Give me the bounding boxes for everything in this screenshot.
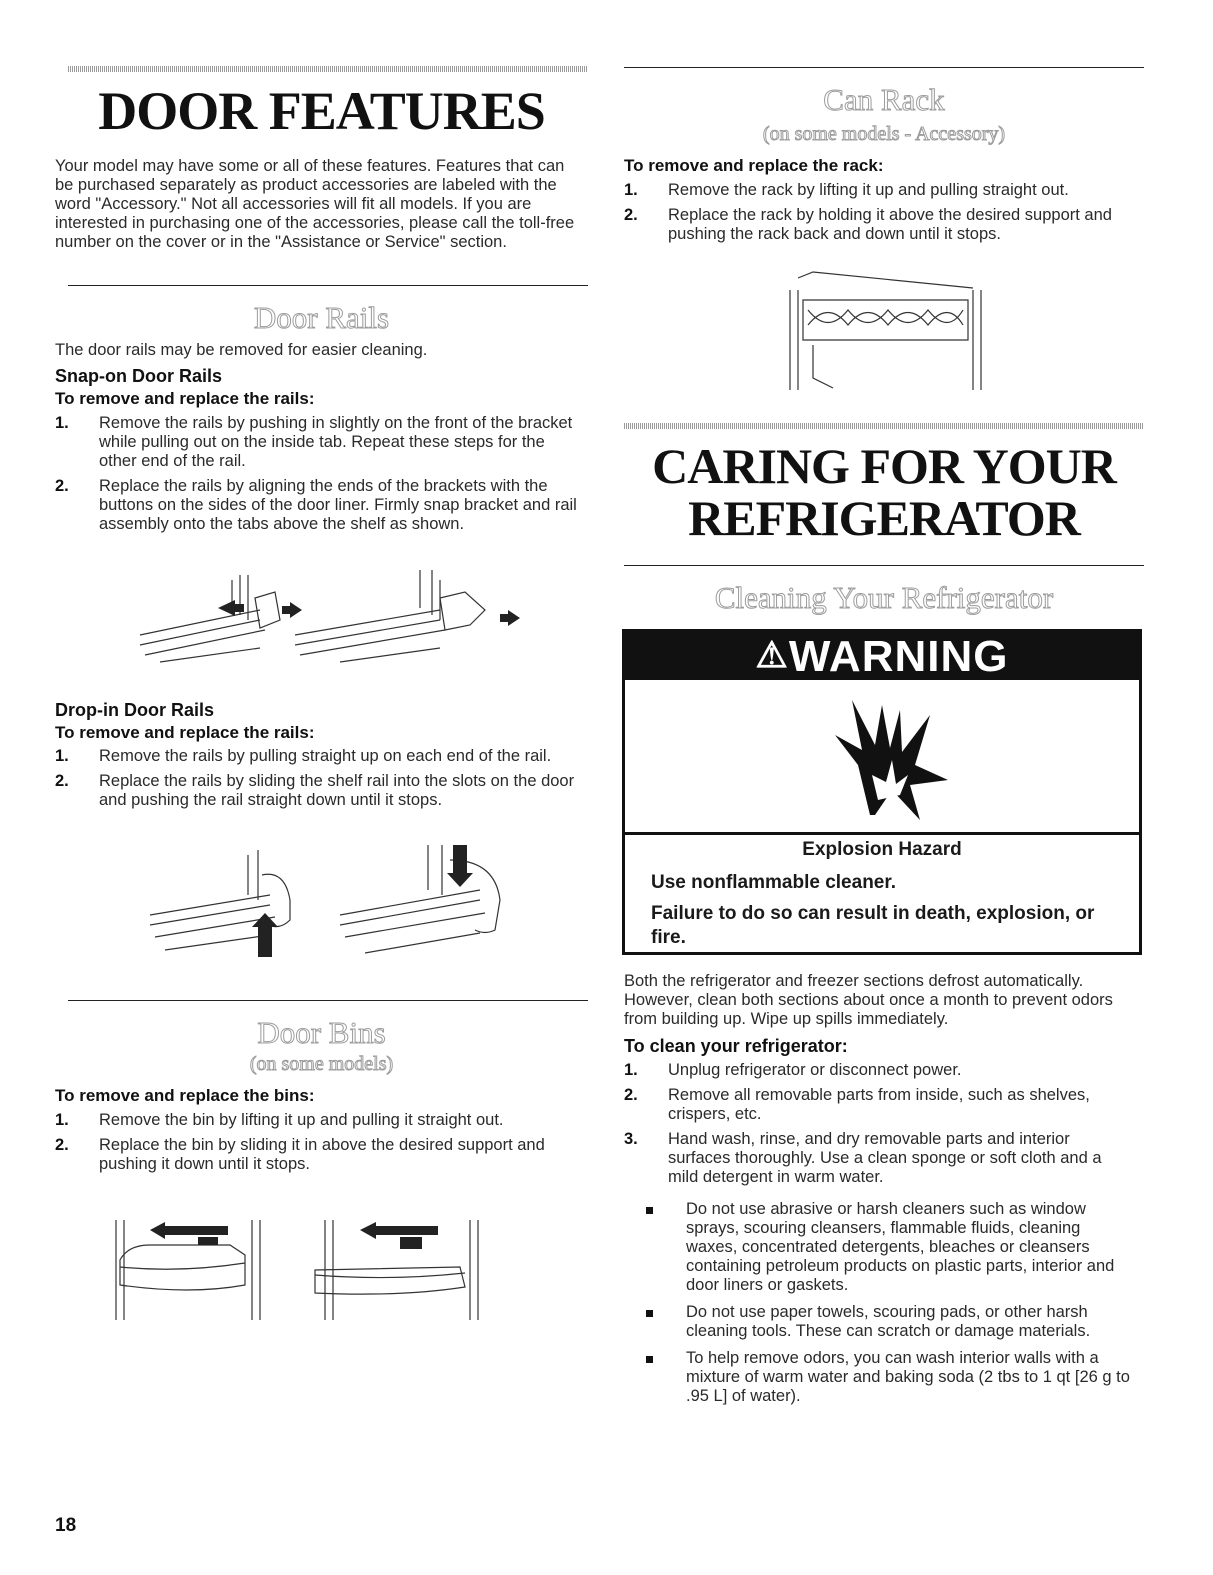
bullet-icon (646, 1310, 653, 1317)
explosion-icon (830, 690, 950, 825)
can-rack-heading: Can Rack (823, 82, 945, 117)
door-bins-illustration (110, 1215, 490, 1325)
defrost-paragraph: Both the refrigerator and freezer sections defrost automatically. However, clean both sections about once a month to prevent odors from building up. Wipe up spills immediately. (624, 972, 1113, 1028)
bullet-icon (646, 1356, 653, 1363)
list-item: 1. Unplug refrigerator or disconnect power. (624, 1061, 962, 1079)
list-item: 2. Replace the rack by holding it above the desired support and pushing the rack back and down until it stops. (624, 206, 1112, 243)
warning-triangle-icon: ⚠ (755, 634, 789, 675)
caring-title-line2: REFRIGERATOR (688, 490, 1080, 546)
snap-on-subtitle: To remove and replace the rails: (55, 389, 315, 408)
warning-header (625, 632, 1139, 680)
can-rack-subtitle: To remove and replace the rack: (624, 156, 884, 175)
list-item: 1. Remove the rack by lifting it up and pulling straight out. (624, 181, 1069, 199)
warning-label: WARNING (788, 632, 1009, 681)
list-item: 2. Remove all removable parts from inside, such as shelves, crispers, etc. (624, 1086, 1090, 1123)
door-rails-intro: The door rails may be removed for easier cleaning. (55, 341, 428, 359)
list-item: Do not use abrasive or harsh cleaners such as window sprays, scouring cleansers, flammable fluids, cleaning waxes, concentrated detergents, bleaches or cleansers containing petroleum products on plastic parts, interior and door liners or gaskets. (624, 1200, 1134, 1295)
drop-in-steps (55, 747, 585, 816)
top-hatch-rule-left (68, 66, 588, 72)
drop-in-title: Drop-in Door Rails (55, 700, 215, 720)
section-divider (68, 285, 588, 286)
warning-box (622, 629, 1142, 955)
door-bins-steps (55, 1111, 585, 1180)
list-item: 1. Remove the rails by pushing in slightly on the front of the bracket while pulling out on the inside tab. Repeat these steps for the other end of the rail. (55, 414, 573, 470)
warning-symbol-panel (625, 680, 1139, 835)
top-rule-right (624, 67, 1144, 68)
door-bins-heading: Door Bins (257, 1015, 386, 1050)
list-item: Do not use paper towels, scouring pads, or other harsh cleaning tools. These can scratch or damage materials. (624, 1303, 1134, 1341)
list-item: 2. Replace the rails by sliding the shelf rail into the slots on the door and pushing the rail straight down until it stops. (55, 772, 575, 809)
clean-title: To clean your refrigerator: (624, 1036, 848, 1056)
intro-paragraph: Your model may have some or all of these features. Features that can be purchased separately as product accessories are labeled with the word "Accessory." Not all accessories will fit all models. If you are interested in purchasing one of the accessories, please call the toll-free number on the cover or in the "Assistance or Service" section. (55, 157, 575, 251)
list-item: 1. Remove the rails by pulling straight up on each end of the rail. (55, 747, 552, 765)
hatch-rule-right (624, 423, 1144, 429)
bullet-icon (646, 1207, 653, 1214)
list-item: 2. Replace the rails by aligning the ends of the brackets with the buttons on the sides of the door liner. Firmly snap bracket and rail assembly onto the tabs above the shelf as shown. (55, 477, 577, 533)
section-divider (624, 565, 1144, 566)
caring-title-line1: CARING FOR YOUR (652, 438, 1116, 494)
door-rails-heading: Door Rails (253, 300, 390, 335)
drop-in-rails-illustration (150, 845, 530, 965)
section-divider (68, 1000, 588, 1001)
list-item: 2. Replace the bin by sliding it in above the desired support and pushing it down until it stops. (55, 1136, 545, 1173)
snap-on-steps (55, 414, 585, 540)
door-bins-subheading: (on some models) (249, 1053, 394, 1075)
snap-on-title: Snap-on Door Rails (55, 366, 223, 386)
warning-line1: Use nonflammable cleaner. (651, 872, 896, 893)
page-title: DOOR FEATURES (98, 81, 545, 141)
warning-hazard-title: Explosion Hazard (802, 839, 962, 860)
cleaning-bullets (624, 1200, 1134, 1414)
warning-line2: Failure to do so can result in death, explosion, or fire. (651, 903, 1095, 948)
can-rack-subheading: (on some models - Accessory) (762, 123, 1006, 145)
door-bins-subtitle: To remove and replace the bins: (55, 1086, 315, 1105)
clean-steps (624, 1061, 1134, 1193)
snap-on-rails-illustration (140, 570, 540, 670)
cleaning-heading: Cleaning Your Refrigerator (714, 580, 1054, 615)
list-item: 1. Remove the bin by lifting it up and pulling it straight out. (55, 1111, 504, 1129)
can-rack-illustration (788, 270, 988, 395)
drop-in-subtitle: To remove and replace the rails: (55, 723, 315, 742)
page-number: 18 (55, 1515, 77, 1536)
list-item: To help remove odors, you can wash interior walls with a mixture of warm water and baking soda (2 tbs to 1 qt [26 g to .95 L] of water). (624, 1349, 1134, 1406)
can-rack-steps (624, 181, 1144, 250)
list-item: 3. Hand wash, rinse, and dry removable parts and interior surfaces thoroughly. Use a clean sponge or soft cloth and a mild detergent in warm water. (624, 1130, 1102, 1186)
